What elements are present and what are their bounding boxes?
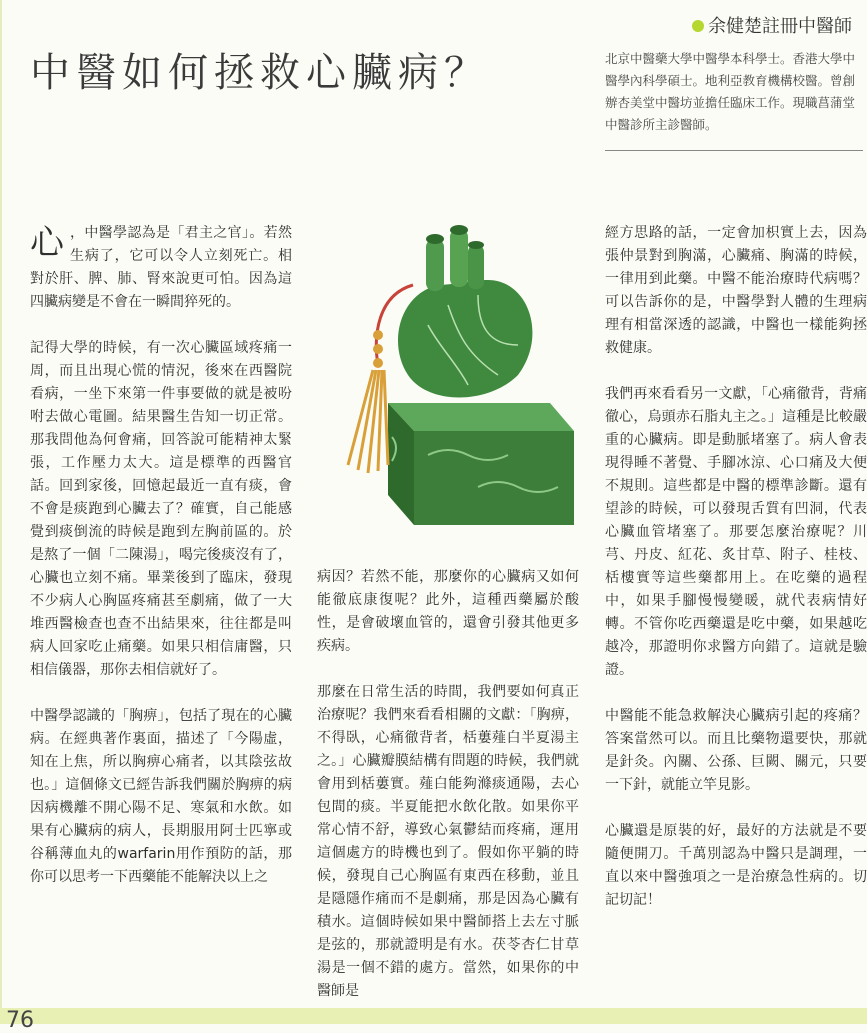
article-paragraph: 那麼在日常生活的時間，我們要如何真正治療呢？我們來看看相關的文獻：「胸痹，不得臥，心痛徹背者，栝蔞薤白半夏湯主之。」心臟瓣膜結構有問題的時候，我們就會用到栝蔞實。薤白能夠滌痰通陽，去心包間的痰。半夏能把水飲化散。如果你平常心情不舒，導致心氣鬱結而疼痛，運用這個處方的時機也到了。假如你平躺的時候，發現自己心胸區有東西在移動，並且是隱隱作痛而不是劇痛，那是因為心臟有積水。這個時候如果中醫師搭上去左寸脈是弦的，那就證明是有水。茯苓杏仁甘草湯是一個不錯的處方。當然，如果你的中醫師是 — [317, 684, 579, 999]
tassel-fringe — [348, 370, 388, 473]
author-heading — [692, 12, 852, 38]
bio-divider — [605, 150, 863, 151]
article-column-2 — [317, 566, 579, 1026]
seal-top — [388, 403, 574, 431]
seal-front — [414, 431, 574, 525]
footer-band — [0, 1008, 867, 1024]
article-paragraph: 病因？若然不能，那麼你的心臟病又如何能徹底康復呢？此外，這種西藥屬於酸性，是會破壞血管的，還會引發其他更多疾病。 — [317, 569, 579, 654]
page-number: 76 — [6, 1008, 34, 1033]
article-column-3 — [605, 222, 867, 935]
paragraph-text: ，中醫學認為是「君主之官」。若然生病了，它可以令人立刻死亡。相對於肝、脾、肺、腎來說更可怕。因為這四臟病變是不會在一瞬間猝死的。 — [30, 225, 292, 310]
article-paragraph: 中醫能不能急救解決心臟病引起的疼痛？答案當然可以。而且比藥物還要快，那就是針灸。內關、公孫、巨闕、關元，只要一下針，就能立竿見影。 — [605, 708, 867, 793]
page-edge-strip — [0, 0, 2, 1024]
vessel-left — [426, 239, 444, 291]
article-paragraph: 中醫學認識的「胸痹」，包括了現在的心臟病。在經典著作裏面，描述了「今陽虛，知在上焦，所以胸痹心痛者，以其陰弦故也。」這個條文已經告訴我們關於胸痹的病因病機離不開心陽不足、寒氣和水飲。如果有心臟病的病人，長期服用阿士匹寧或谷稱薄血丸的warfarin用作預防的話，那你可以思考一下西藥能不能解決以上之 — [30, 708, 292, 885]
page-title: 中醫如何拯救心臟病？ — [30, 49, 490, 96]
article-column-1 — [30, 222, 292, 912]
bullet-dot-icon — [692, 20, 704, 32]
article-paragraph — [30, 222, 292, 314]
vessel-right — [468, 245, 484, 289]
article-paragraph: 我們再來看看另一文獻，「心痛徹背，背痛徹心，烏頭赤石脂丸主之。」這種是比較嚴重的心臟病。即是動脈堵塞了。病人會表現得睡不著覺、手腳冰涼、心口痛及大便不規則。這些都是中醫的標準診斷。還有望診的時候，可以發現舌質有凹洞，代表心臟血管堵塞了。那要怎麼治療呢？川芎、丹皮、紅花、炙甘草、附子、桂枝、栝樓實等這些藥都用上。在吃藥的過程中，如果手腳慢慢變暖，就代表病情好轉。不管你吃西藥還是吃中藥，如果越吃越冷，那證明你求醫方向錯了。這就是驗證。 — [605, 386, 867, 678]
author-bio: 北京中醫藥大學中醫學本科學士。香港大學中醫學內科學碩士。地利亞教育機構校醫。曾創辦杏美堂中醫坊並擔任臨床工作。現職菖蒲堂中醫診所主診醫師。 — [605, 51, 856, 132]
author-name: 余健楚註冊中醫師 — [708, 16, 852, 37]
article-paragraph: 記得大學的時候，有一次心臟區域疼痛一周，而且出現心慌的情況，後來在西醫院看病，一坐下來第一件事要做的就是被吩咐去做心電圖。結果醫生告知一切正常。那我問他為何會痛，回答說可能精神太緊張，工作壓力太大。這是標準的西醫官話。回到家後，回憶起最近一直有痰，會不會是痰跑到心臟去了？確實，自己能感覺到痰倒流的時候是跑到左胸前區的。於是熬了一個「二陳湯」，喝完後痰沒有了，心臟也立刻不痛。畢業後到了臨床，發現不少病人心胸區疼痛甚至劇痛，做了一大堆西醫檢查也查不出結果來，往往都是叫病人回家吃止痛藥。如果只相信庸醫，只相信儀器，那你去相信就好了。 — [30, 340, 292, 678]
vessel-middle — [450, 229, 468, 287]
dropcap: 心 — [30, 223, 64, 263]
article-paragraph: 經方思路的話，一定會加枳實上去，因為張仲景對到胸滿，心臟痛、胸滿的時候，一律用到此藥。中醫不能治療時代病嗎？可以告訴你的是，中醫學對人體的生理病理有相當深透的認識，中醫也一樣能夠拯救健康。 — [605, 225, 867, 356]
jade-heart-seal-icon — [318, 225, 576, 545]
article-paragraph: 心臟還是原裝的好，最好的方法就是不要隨便開刀。千萬別認為中醫只是調理，一直以來中醫強項之一是治療急性病的。切記切記！ — [605, 823, 867, 908]
